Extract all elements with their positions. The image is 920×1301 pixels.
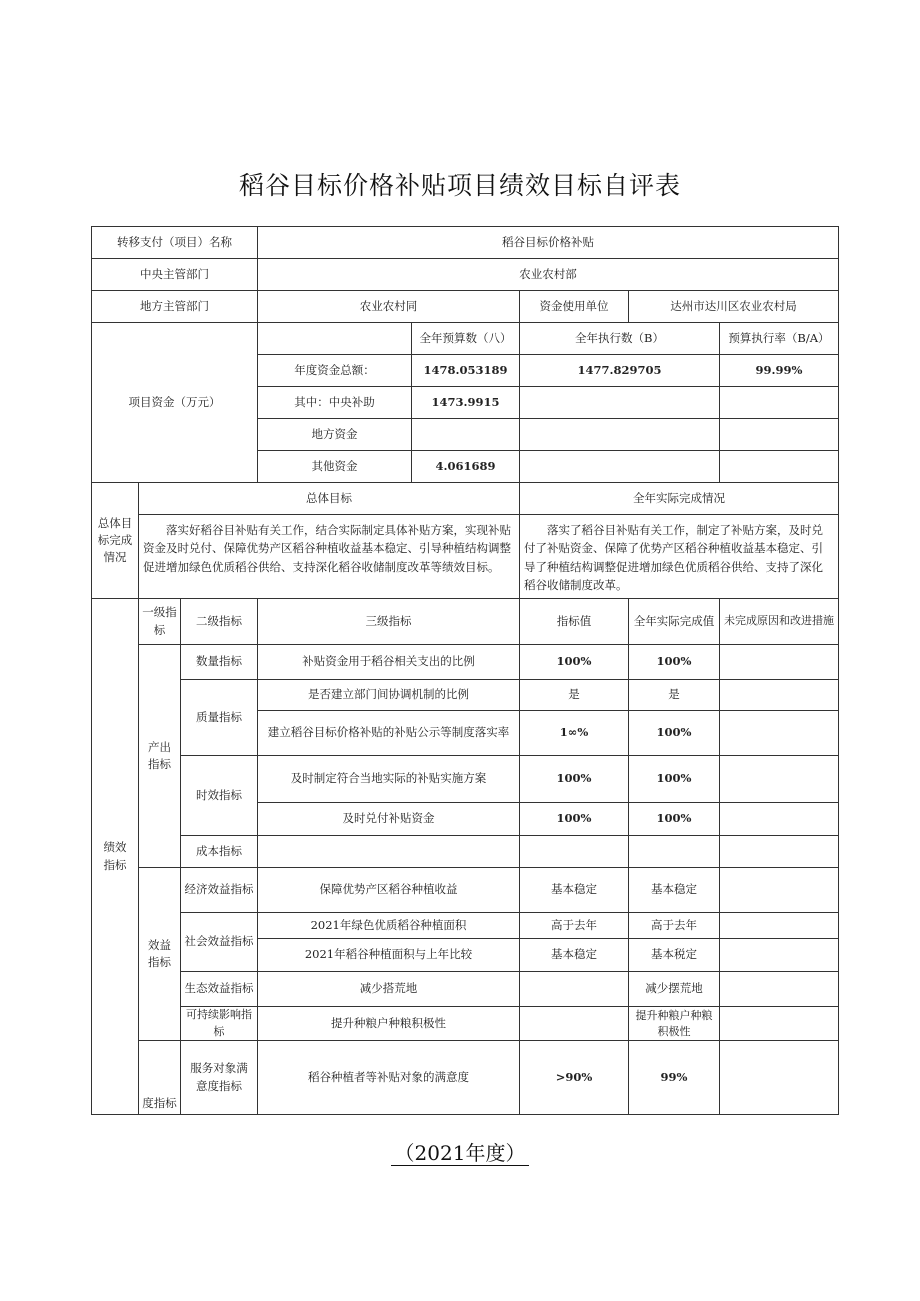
funds-row-budget: 1478.053189 bbox=[411, 354, 520, 387]
local-dept: 农业农村同 bbox=[257, 290, 520, 323]
indicator-name: 及时兑付补贴资金 bbox=[257, 802, 520, 836]
indicator-actual: 100% bbox=[628, 710, 720, 756]
funds-row-rate: 99.99% bbox=[719, 354, 839, 387]
funds-row-label: 地方资金 bbox=[257, 418, 412, 451]
sustainable-label: 可持续影响指标 bbox=[180, 1006, 258, 1041]
indicator-value: 基本稳定 bbox=[519, 938, 629, 972]
central-dept-label: 中央主管部门 bbox=[91, 258, 258, 291]
funds-row-budget: 1473.9915 bbox=[411, 386, 520, 419]
indicator-reason bbox=[719, 679, 839, 711]
funds-row-rate bbox=[719, 418, 839, 451]
indicator-reason bbox=[719, 1006, 839, 1041]
fund-unit-label: 资金使用单位 bbox=[519, 290, 629, 323]
indicator-actual bbox=[628, 835, 720, 868]
local-dept-label: 地方主管部门 bbox=[91, 290, 258, 323]
quantity-label: 数量指标 bbox=[180, 644, 258, 680]
indicator-actual: 100% bbox=[628, 802, 720, 836]
indicator-name: 减少搭荒地 bbox=[257, 971, 520, 1007]
indicator-value: 高于去年 bbox=[519, 912, 629, 939]
service-label: 服务对象满意度指标 bbox=[180, 1040, 258, 1115]
goals-actual-text: 落实了稻谷目补贴有关工作，制定了补贴方案，及时兑付了补贴资金、保障了优势产区稻谷种植收益基本稳定、引导了种植结构调整促进增加绿色优质稻谷供给、支持了深化稻谷收储制度改革。 bbox=[519, 514, 839, 599]
indicator-name: 提升种粮户种粮积极性 bbox=[257, 1006, 520, 1041]
funds-row-rate bbox=[719, 450, 839, 483]
indicator-name: 是否建立部门间协调机制的比例 bbox=[257, 679, 520, 711]
indicator-reason bbox=[719, 835, 839, 868]
indicator-reason bbox=[719, 912, 839, 939]
indicator-value: 是 bbox=[519, 679, 629, 711]
header-actual: 全年实际完成值 bbox=[628, 598, 720, 645]
funds-row-rate bbox=[719, 386, 839, 419]
indicator-reason bbox=[719, 1040, 839, 1115]
indicator-actual: 提升种粮户种粮积极性 bbox=[628, 1006, 720, 1041]
timeliness-label: 时效指标 bbox=[180, 755, 258, 836]
social-label: 社会效益指标 bbox=[180, 912, 258, 972]
indicator-actual: 是 bbox=[628, 679, 720, 711]
indicator-reason bbox=[719, 938, 839, 972]
header-reason: 未完成原因和改进措施 bbox=[719, 598, 839, 645]
indicator-reason bbox=[719, 755, 839, 803]
header-value: 指标值 bbox=[519, 598, 629, 645]
funds-row-executed bbox=[519, 450, 720, 483]
indicator-actual: 高于去年 bbox=[628, 912, 720, 939]
quality-label: 质量指标 bbox=[180, 679, 258, 756]
fund-unit: 达州市达川区农业农村局 bbox=[628, 290, 839, 323]
perf-label: 绩效指标 bbox=[91, 598, 139, 1115]
indicator-value bbox=[519, 971, 629, 1007]
indicator-name: 稻谷种植者等补贴对象的满意度 bbox=[257, 1040, 520, 1115]
indicator-name bbox=[257, 835, 520, 868]
header-level3: 三级指标 bbox=[257, 598, 520, 645]
funds-row-label: 其中：中央补助 bbox=[257, 386, 412, 419]
indicator-name: 及时制定符合当地实际的补贴实施方案 bbox=[257, 755, 520, 803]
year-footer-text: （2021年度） bbox=[391, 1141, 530, 1166]
indicator-name: 补贴资金用于稻谷相关支出的比例 bbox=[257, 644, 520, 680]
ecological-label: 生态效益指标 bbox=[180, 971, 258, 1007]
funds-row-budget bbox=[411, 418, 520, 451]
page-title: 稻谷目标价格补贴项目绩效目标自评表 bbox=[238, 171, 681, 200]
indicator-name: 2021年绿色优质稻谷种植面积 bbox=[257, 912, 520, 939]
project-name-label: 转移支付（项目）名称 bbox=[91, 226, 258, 259]
benefit-label: 效益指标 bbox=[138, 867, 181, 1041]
indicator-actual: 基本税定 bbox=[628, 938, 720, 972]
indicator-reason bbox=[719, 971, 839, 1007]
indicator-value: 基本稳定 bbox=[519, 867, 629, 913]
indicator-name: 2021年稻谷种植面积与上年比较 bbox=[257, 938, 520, 972]
indicator-name: 建立稻谷目标价格补贴的补贴公示等制度落实率 bbox=[257, 710, 520, 756]
goals-actual-header: 全年实际完成情况 bbox=[519, 482, 839, 515]
indicator-name: 保障优势产区稻谷种植收益 bbox=[257, 867, 520, 913]
cost-label: 成本指标 bbox=[180, 835, 258, 868]
output-label: 产出指标 bbox=[138, 644, 181, 868]
header-level1: 一级指标 bbox=[138, 598, 181, 645]
satisfaction-label: 度指标 bbox=[138, 1040, 181, 1115]
indicator-actual: 减少摆荒地 bbox=[628, 971, 720, 1007]
funds-row-label: 年度资金总额： bbox=[257, 354, 412, 387]
funds-label: 项目资金（万元） bbox=[91, 322, 258, 483]
indicator-actual: 100% bbox=[628, 644, 720, 680]
central-dept: 农业农村部 bbox=[257, 258, 839, 291]
funds-header-blank bbox=[257, 322, 412, 355]
indicator-actual: 99% bbox=[628, 1040, 720, 1115]
header-level2: 二级指标 bbox=[180, 598, 258, 645]
funds-col-rate: 预算执行率（B/A） bbox=[719, 322, 839, 355]
funds-row-budget: 4.061689 bbox=[411, 450, 520, 483]
year-footer bbox=[0, 1137, 920, 1166]
indicator-reason bbox=[719, 710, 839, 756]
indicator-value: 1∞% bbox=[519, 710, 629, 756]
funds-row-executed: 1477.829705 bbox=[519, 354, 720, 387]
goals-overall-text: 落实好稻谷目补贴有关工作，结合实际制定具体补贴方案，实现补贴资金及时兑付、保障优势产区稻谷种植收益基本稳定、引导种植结构调整促进增加绿色优质稻谷供给、支持深化稻谷收储制度改革等绩效目标。 bbox=[138, 514, 520, 599]
funds-row-executed bbox=[519, 386, 720, 419]
funds-row-label: 其他资金 bbox=[257, 450, 412, 483]
goals-overall-header: 总体目标 bbox=[138, 482, 520, 515]
indicator-value: >90% bbox=[519, 1040, 629, 1115]
indicator-value: 100% bbox=[519, 802, 629, 836]
indicator-reason bbox=[719, 644, 839, 680]
funds-col-executed: 全年执行数（B） bbox=[519, 322, 720, 355]
indicator-actual: 基本稳定 bbox=[628, 867, 720, 913]
indicator-value: 100% bbox=[519, 644, 629, 680]
funds-col-budget: 全年预算数（八） bbox=[411, 322, 520, 355]
indicator-value bbox=[519, 1006, 629, 1041]
economic-label: 经济效益指标 bbox=[180, 867, 258, 913]
indicator-actual: 100% bbox=[628, 755, 720, 803]
indicator-reason bbox=[719, 802, 839, 836]
funds-row-executed bbox=[519, 418, 720, 451]
indicator-value bbox=[519, 835, 629, 868]
goals-label: 总体目标完成情况 bbox=[91, 482, 139, 599]
indicator-value: 100% bbox=[519, 755, 629, 803]
indicator-reason bbox=[719, 867, 839, 913]
project-name: 稻谷目标价格补贴 bbox=[257, 226, 839, 259]
